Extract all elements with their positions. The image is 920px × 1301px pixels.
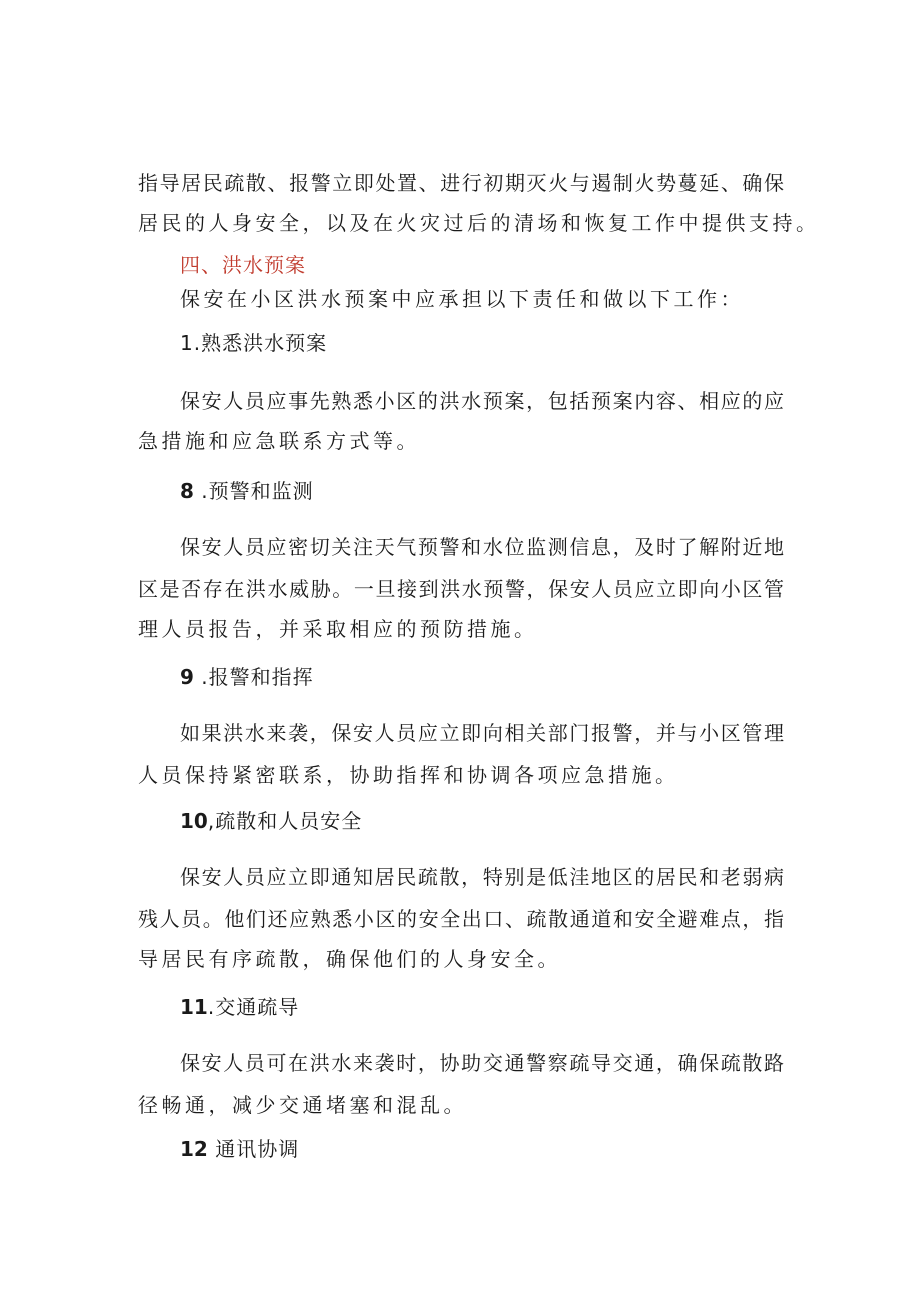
item-number: 1. bbox=[180, 331, 202, 355]
item-number: 11 bbox=[180, 995, 208, 1019]
paragraph-line: 理人员报告，并采取相应的预防措施。 bbox=[138, 617, 538, 641]
paragraph-line: 急措施和应急联系方式等。 bbox=[138, 429, 420, 453]
paragraph-line: 居民的人身安全，以及在火灾过后的清场和恢复工作中提供支持。 bbox=[138, 211, 820, 235]
item-heading bbox=[180, 806, 362, 836]
item-title: 熟悉洪水预案 bbox=[201, 331, 328, 355]
paragraph-line: 如果洪水来袭，保安人员应立即向相关部门报警，并与小区管理 bbox=[180, 721, 784, 745]
section-heading: 四、洪水预案 bbox=[180, 253, 306, 277]
intro-text: 保安在小区洪水预案中应承担以下责任和做以下工作： bbox=[180, 287, 744, 311]
item-title: .报警和指挥 bbox=[201, 665, 314, 689]
item-number: 9 bbox=[180, 665, 194, 689]
paragraph-line: 径畅通，减少交通堵塞和混乱。 bbox=[138, 1093, 467, 1117]
paragraph-line: 保安人员应立即通知居民疏散，特别是低洼地区的居民和老弱病 bbox=[180, 865, 784, 889]
item-title: ,疏散和人员安全 bbox=[207, 809, 363, 833]
item-heading bbox=[180, 328, 327, 358]
paragraph-line: 指导居民疏散、报警立即处置、进行初期灭火与遏制火势蔓延、确保 bbox=[138, 171, 784, 195]
item-heading bbox=[180, 476, 314, 506]
item-number: 10 bbox=[180, 809, 208, 833]
paragraph-line: 残人员。他们还应熟悉小区的安全出口、疏散通道和安全避难点，指 bbox=[138, 907, 784, 931]
item-heading bbox=[180, 992, 299, 1022]
item-title: 通讯协调 bbox=[215, 1137, 300, 1161]
item-title: .预警和监测 bbox=[201, 479, 314, 503]
item-heading bbox=[180, 662, 314, 692]
item-title: .交通疏导 bbox=[207, 995, 300, 1019]
paragraph-line: 区是否存在洪水威胁。一旦接到洪水预警，保安人员应立即向小区管 bbox=[138, 577, 784, 601]
item-number: 12 bbox=[180, 1137, 208, 1161]
item-number: 8 bbox=[180, 479, 194, 503]
paragraph-line: 导居民有序疏散，确保他们的人身安全。 bbox=[138, 947, 561, 971]
item-heading bbox=[180, 1134, 299, 1164]
paragraph-line: 保安人员应密切关注天气预警和水位监测信息，及时了解附近地 bbox=[180, 535, 784, 559]
paragraph-line: 保安人员应事先熟悉小区的洪水预案，包括预案内容、相应的应 bbox=[180, 389, 784, 413]
paragraph-line: 人员保持紧密联系，协助指挥和协调各项应急措施。 bbox=[138, 763, 679, 787]
paragraph-line: 保安人员可在洪水来袭时，协助交通警察疏导交通，确保疏散路 bbox=[180, 1051, 784, 1075]
